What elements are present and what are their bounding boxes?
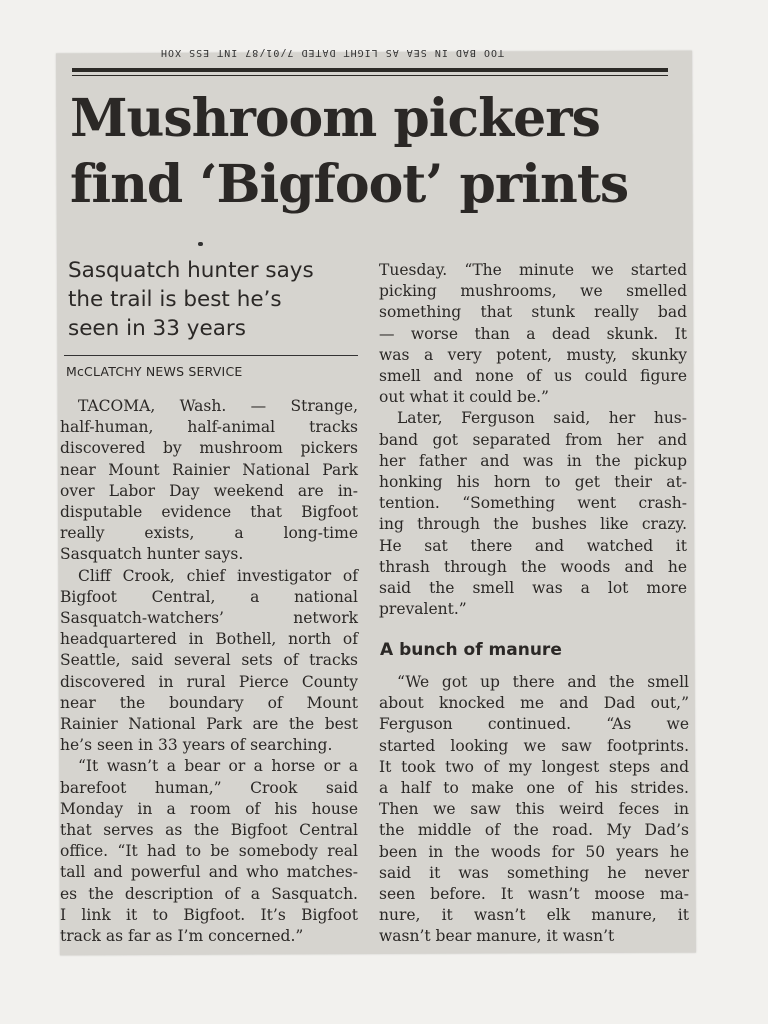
- article-line: es the description of a Sasquatch.: [60, 884, 358, 903]
- article-line: nure, it wasn’t elk manure, it: [379, 906, 689, 925]
- article-line: Cliff Crook, chief investigator of: [78, 566, 358, 585]
- section-heading: A bunch of manure: [380, 640, 562, 660]
- article-line: half-human, half-animal tracks: [60, 418, 358, 437]
- article-line: Sasquatch hunter says.: [60, 545, 244, 564]
- article-line: Then we saw this weird feces in: [379, 800, 689, 819]
- article-line: something that stunk really bad: [379, 303, 687, 322]
- article-line: the middle of the road. My Dad’s: [379, 821, 689, 840]
- article-line: Bigfoot Central, a national: [60, 587, 358, 606]
- article-line: Sasquatch-watchers’ network: [60, 609, 358, 628]
- subhead-line: the trail is best he’s: [68, 287, 282, 312]
- article-line: headquartered in Bothell, north of: [60, 630, 358, 649]
- article-column-2: [379, 260, 687, 620]
- article-line: band got separated from her and: [379, 430, 687, 449]
- article-line: I link it to Bigfoot. It’s Bigfoot: [60, 905, 358, 924]
- article-line: out what it could be.”: [379, 388, 549, 407]
- top-rule-thin: [72, 75, 668, 76]
- byline-rule: [64, 355, 358, 356]
- article-line: Rainier National Park are the best: [60, 715, 358, 734]
- article-column-2-continued: [379, 672, 689, 948]
- subheadline: [68, 256, 368, 343]
- article-line: Seattle, said several sets of tracks: [60, 651, 358, 670]
- article-line: discovered by mushroom pickers: [60, 439, 358, 458]
- article-line: discovered in rural Pierce County: [60, 672, 358, 691]
- article-line: He sat there and watched it: [379, 536, 687, 555]
- article-line: started looking we saw footprints.: [379, 736, 689, 755]
- article-line: tention. “Something went crash-: [379, 494, 687, 513]
- article-line: tall and powerful and who matches-: [60, 863, 358, 882]
- article-line: “It wasn’t a bear or a horse or a: [78, 757, 358, 776]
- article-line: TACOMA, Wash. — Strange,: [78, 397, 358, 415]
- article-line: office. “It had to be somebody real: [60, 842, 358, 861]
- article-line: near the boundary of Mount: [60, 693, 358, 712]
- article-line: — worse than a dead skunk. It: [379, 324, 687, 343]
- article-line: said the smell was a lot more: [379, 579, 687, 598]
- article-column-1: [60, 396, 358, 947]
- article-line: near Mount Rainier National Park: [60, 460, 358, 479]
- subhead-line: Sasquatch hunter says: [68, 258, 314, 283]
- clipping-top-line: TOO BAD IN SEA AS LIGHT DATED 7/01/87 INT ESS XOH: [160, 47, 505, 58]
- article-line: honking his horn to get their at-: [379, 473, 687, 492]
- article-line: thrash through the woods and he: [379, 557, 687, 576]
- headline-line: find ‘Bigfoot’ prints: [70, 154, 629, 215]
- article-line: that serves as the Bigfoot Central: [60, 821, 358, 840]
- article-line: said it was something he never: [379, 863, 689, 882]
- article-line: he’s seen in 33 years of searching.: [60, 736, 333, 755]
- article-line: a half to make one of his strides.: [379, 779, 689, 798]
- article-line: seen before. It wasn’t moose ma-: [379, 885, 689, 904]
- article-line: Later, Ferguson said, her hus-: [397, 409, 687, 428]
- article-line: smell and none of us could figure: [379, 367, 687, 386]
- article-line: about knocked me and Dad out,”: [379, 694, 689, 713]
- headline-line: Mushroom pickers: [70, 88, 600, 149]
- article-line: wasn’t bear manure, it wasn’t: [379, 927, 615, 946]
- article-line: her father and was in the pickup: [379, 451, 687, 470]
- headline: [70, 86, 680, 218]
- top-rule: [72, 68, 668, 72]
- article-line: Tuesday. “The minute we started: [379, 261, 687, 279]
- article-line: been in the woods for 50 years he: [379, 842, 689, 861]
- article-line: disputable evidence that Bigfoot: [60, 503, 358, 522]
- article-line: ing through the bushes like crazy.: [379, 515, 687, 534]
- article-line: Monday in a room of his house: [60, 799, 358, 818]
- byline: McCLATCHY NEWS SERVICE: [66, 364, 243, 379]
- subhead-line: seen in 33 years: [68, 316, 246, 341]
- article-line: was a very potent, musty, skunky: [379, 345, 687, 364]
- article-line: Ferguson continued. “As we: [379, 715, 689, 734]
- article-line: barefoot human,” Crook said: [60, 778, 358, 797]
- article-line: over Labor Day weekend are in-: [60, 481, 358, 500]
- article-line: track as far as I’m concerned.”: [60, 927, 304, 946]
- article-line: prevalent.”: [379, 600, 467, 619]
- article-line: picking mushrooms, we smelled: [379, 282, 687, 301]
- article-line: “We got up there and the smell: [397, 673, 689, 691]
- article-line: It took two of my longest steps and: [379, 757, 689, 776]
- article-line: really exists, a long-time: [60, 524, 358, 543]
- ink-dot: [198, 242, 203, 246]
